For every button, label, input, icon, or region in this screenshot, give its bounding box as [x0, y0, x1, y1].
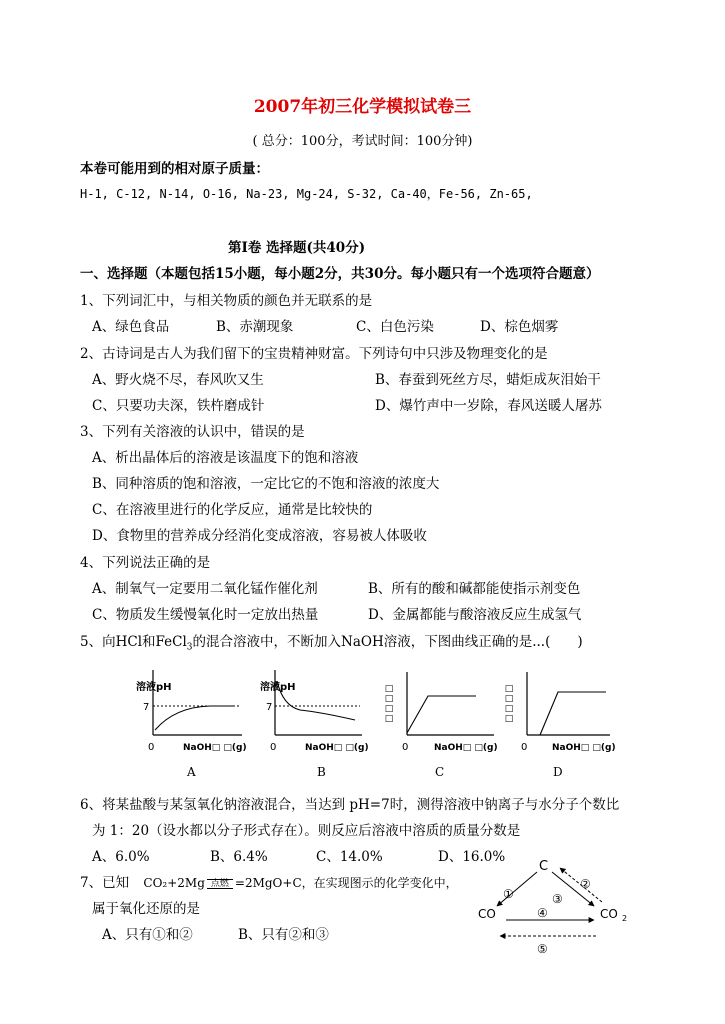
question-2-option-d[interactable]: D、爆竹声中一岁除，春风送暖人屠苏	[375, 398, 602, 414]
atomic-mass-title: 本卷可能用到的相对原子质量：	[80, 161, 269, 177]
question-7-option-b[interactable]: B、只有②和③	[238, 927, 329, 943]
graph-d-zero: 0	[521, 742, 528, 753]
question-3-option-c[interactable]: C、在溶液里进行的化学反应，通常是比较快的	[92, 502, 373, 518]
graph-c-curve	[407, 696, 476, 733]
question-4-option-d[interactable]: D、金属都能与酸溶液反应生成氢气	[368, 607, 582, 623]
question-3-option-b[interactable]: B、同种溶质的饱和溶液，一定比它的不饱和溶液的浓度大	[92, 476, 440, 492]
graph-b-xlabel: NaOH□ □(g)	[305, 743, 369, 753]
question-3-option-a[interactable]: A、析出晶体后的溶液是该温度下的饱和溶液	[92, 450, 359, 466]
question-6-line-1: 6、将某盐酸与某氢氧化钠溶液混合，当达到 pH=7时，测得溶液中钠离子与水分子个数比	[80, 797, 620, 813]
question-3-option-d[interactable]: D、食物里的营养成分经消化变成溶液，容易被人体吸收	[92, 528, 427, 544]
question-7-stem: 7、已知 CO₂+2Mg 点燃 =2MgO+C，在实现图示的化学变化中，	[80, 875, 458, 891]
graph-c[interactable]	[384, 672, 498, 753]
graph-c-zero: 0	[402, 742, 409, 753]
question-2-stem: 2、古诗词是古人为我们留下的宝贵精神财富。下列诗句中只涉及物理变化的是	[80, 346, 548, 362]
question-6-option-b[interactable]: B、6.4%	[210, 849, 268, 865]
question-6-option-a[interactable]: A、6.0%	[92, 849, 150, 865]
question-3-stem: 3、下列有关溶液的认识中，错误的是	[80, 424, 305, 440]
graph-a[interactable]	[136, 670, 247, 753]
graph-b-zero: 0	[270, 742, 277, 753]
graph-a-curve	[155, 706, 234, 730]
graph-b-caption: B	[317, 765, 326, 779]
graph-a-caption: A	[187, 765, 196, 779]
graph-c-xlabel: NaOH□ □(g)	[434, 743, 498, 753]
graph-c-ylabel: □□□□	[384, 684, 394, 724]
atomic-mass-list: H-1, C-12, N-14, O-16, Na-23, Mg-24, S-32, Ca-40，Fe-56, Zn-65,	[80, 187, 533, 201]
exam-info: ( 总分：100分，考试时间：100分钟)	[252, 134, 473, 149]
question-4-stem: 4、下列说法正确的是	[80, 555, 211, 571]
graph-d[interactable]	[504, 672, 616, 753]
question-5-stem: 5、向HCl和FeCl$_3$的混合溶液中，不断加入NaOH溶液，下图曲线正确的是...( )	[80, 634, 583, 653]
graph-b-ylabel: 溶液pH	[260, 682, 296, 693]
question-6-option-c[interactable]: C、14.0%	[316, 849, 383, 865]
diagram-node-co2: CO	[600, 907, 618, 921]
diagram-label-4: ④	[537, 906, 548, 920]
diagram-label-5: ⑤	[537, 942, 548, 956]
page-title: 2007年初三化学模拟试卷三	[253, 97, 472, 117]
section-title: 第Ⅰ卷 选择题(共40分)	[228, 240, 366, 256]
question-2-option-b[interactable]: B、春蚕到死丝方尽，蜡炬成灰泪始干	[375, 372, 601, 388]
diagram-node-co: CO	[478, 907, 496, 921]
diagram-node-c: C	[539, 859, 549, 874]
graph-b-seven: 7	[266, 702, 273, 713]
part-title: 一、选择题（本题包括15小题，每小题2分，共30分。每小题只有一个选项符合题意）	[80, 266, 600, 282]
graph-d-curve	[540, 692, 606, 735]
reaction-triangle-diagram	[478, 859, 627, 956]
graph-d-caption: D	[553, 765, 563, 779]
diagram-label-2: ②	[580, 877, 591, 891]
diagram-label-1: ①	[503, 887, 514, 901]
diagram-node-co2-sub: 2	[622, 914, 628, 923]
question-4-option-a[interactable]: A、制氧气一定要用二氧化锰作催化剂	[92, 581, 318, 597]
graph-a-seven: 7	[143, 702, 150, 713]
question-4-option-b[interactable]: B、所有的酸和碱都能使指示剂变色	[368, 581, 581, 597]
question-2-option-a[interactable]: A、野火烧不尽，春风吹又生	[92, 372, 264, 388]
graph-a-ylabel: 溶液pH	[136, 682, 172, 693]
diagram-label-3: ③	[552, 892, 563, 906]
question-6-option-d[interactable]: D、16.0%	[438, 849, 506, 865]
question-1-option-d[interactable]: D、棕色烟雾	[480, 319, 559, 335]
question-6-line-2: 为 1：20（设水都以分子形式存在）。则反应后溶液中溶质的质量分数是	[92, 823, 521, 839]
question-2-option-c[interactable]: C、只要功夫深，铁杵磨成针	[92, 398, 265, 414]
question-7-option-a[interactable]: A、只有①和②	[102, 927, 193, 943]
graph-a-xlabel: NaOH□ □(g)	[183, 743, 247, 753]
graph-a-zero: 0	[148, 742, 155, 753]
graph-c-caption: C	[435, 765, 445, 779]
graph-d-ylabel: □□□□	[504, 684, 514, 724]
equation-right: =2MgO+C，在实现图示的化学变化中，	[234, 876, 458, 890]
question-1-option-b[interactable]: B、赤潮现象	[216, 319, 294, 335]
graph-d-xlabel: NaOH□ □(g)	[552, 743, 616, 753]
question-1-option-c[interactable]: C、白色污染	[356, 319, 434, 335]
question-1-stem: 1、下列词汇中，与相关物质的颜色并无联系的是	[80, 293, 373, 309]
question-4-option-c[interactable]: C、物质发生缓慢氧化时一定放出热量	[92, 607, 319, 623]
question-7-line-2: 属于氧化还原的是	[92, 901, 200, 917]
equation-condition: 点燃	[207, 879, 233, 889]
equation-left: CO₂+2Mg	[143, 876, 205, 890]
graph-b[interactable]	[260, 670, 369, 753]
question-1-option-a[interactable]: A、绿色食品	[92, 319, 170, 335]
